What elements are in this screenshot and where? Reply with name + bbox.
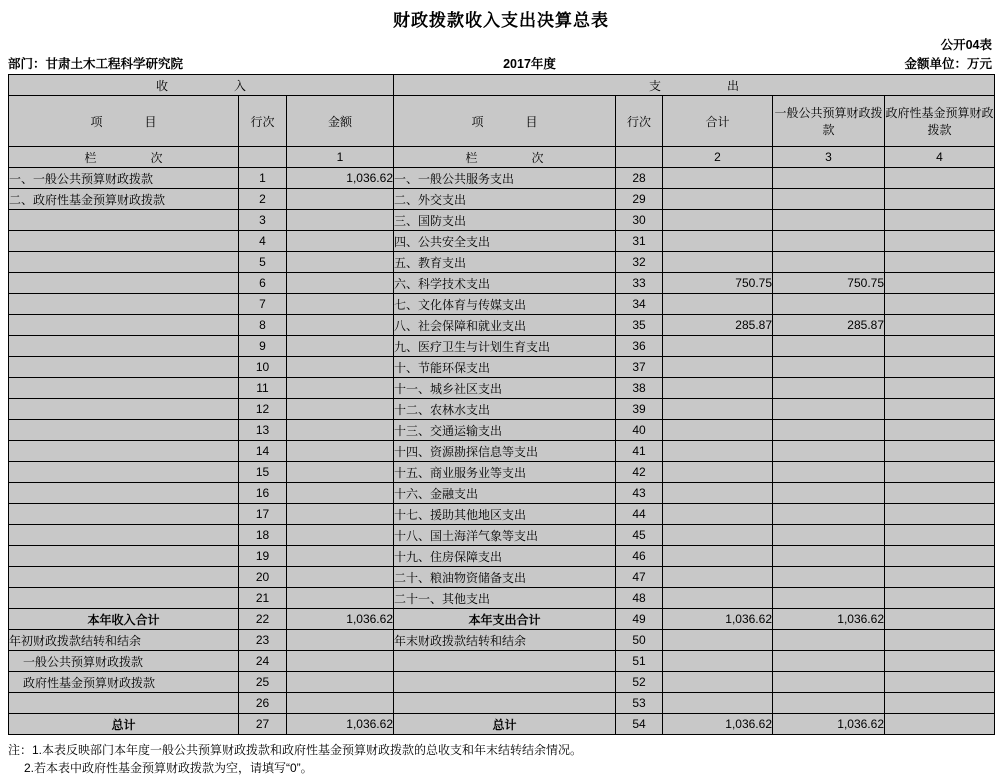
expense-public-budget-cell: 750.75 [773, 273, 885, 294]
expense-item-cell [394, 672, 616, 693]
header-expense-fund-budget: 政府性基金预算财政拨款 [885, 96, 995, 147]
expense-public-budget-cell [773, 693, 885, 714]
expense-total-cell [663, 546, 773, 567]
income-item-cell: 一、一般公共预算财政拨款 [9, 168, 239, 189]
expense-line-cell: 29 [616, 189, 663, 210]
expense-item-cell: 三、国防支出 [394, 210, 616, 231]
expense-item-cell: 十八、国土海洋气象等支出 [394, 525, 616, 546]
income-item-cell [9, 315, 239, 336]
income-amount-cell [287, 252, 394, 273]
table-row [9, 273, 995, 294]
income-item-cell [9, 378, 239, 399]
expense-item-cell: 二十、粮油物资储备支出 [394, 567, 616, 588]
expense-item-cell [394, 693, 616, 714]
expense-fund-budget-cell [885, 378, 995, 399]
table-body [9, 168, 995, 735]
income-amount-cell [287, 588, 394, 609]
expense-item-cell: 十七、援助其他地区支出 [394, 504, 616, 525]
expense-fund-budget-cell [885, 273, 995, 294]
meta-row [8, 54, 994, 72]
income-amount-cell [287, 630, 394, 651]
note-line-1: 注：1.本表反映部门本年度一般公共预算财政拨款和政府性基金预算财政拨款的总收支和年末结转结余情况。 [8, 743, 583, 757]
expense-item-cell: 九、医疗卫生与计划生育支出 [394, 336, 616, 357]
income-item-cell: 政府性基金预算财政拨款 [9, 672, 239, 693]
income-line-cell: 23 [239, 630, 287, 651]
table-row [9, 357, 995, 378]
income-line-cell: 3 [239, 210, 287, 231]
expense-item-cell [394, 651, 616, 672]
lanci-blank-line-right [616, 147, 663, 168]
income-line-cell: 20 [239, 567, 287, 588]
expense-fund-budget-cell [885, 441, 995, 462]
table-row [9, 546, 995, 567]
expense-line-cell: 30 [616, 210, 663, 231]
header-income-item: 项 目 [9, 96, 239, 147]
expense-item-cell: 十四、资源勘探信息等支出 [394, 441, 616, 462]
income-amount-cell [287, 210, 394, 231]
income-item-cell [9, 210, 239, 231]
expense-total-cell [663, 693, 773, 714]
lanci-right-label: 栏 次 [394, 147, 616, 168]
income-line-cell: 7 [239, 294, 287, 315]
expense-item-cell: 二、外交支出 [394, 189, 616, 210]
expense-line-cell: 50 [616, 630, 663, 651]
expense-item-cell: 五、教育支出 [394, 252, 616, 273]
expense-line-cell: 39 [616, 399, 663, 420]
expense-fund-budget-cell [885, 420, 995, 441]
year-label: 2017年度 [503, 57, 556, 71]
expense-fund-budget-cell [885, 294, 995, 315]
expense-fund-budget-cell [885, 504, 995, 525]
table-row [9, 168, 995, 189]
income-line-cell: 19 [239, 546, 287, 567]
table-row [9, 252, 995, 273]
expense-fund-budget-cell [885, 189, 995, 210]
expense-fund-budget-cell [885, 357, 995, 378]
income-amount-cell [287, 546, 394, 567]
expense-total-cell [663, 252, 773, 273]
expense-line-cell: 32 [616, 252, 663, 273]
income-amount-cell [287, 189, 394, 210]
lanci-col-3: 3 [773, 147, 885, 168]
expense-line-cell: 31 [616, 231, 663, 252]
expense-public-budget-cell [773, 651, 885, 672]
income-amount-cell: 1,036.62 [287, 609, 394, 630]
table-row [9, 420, 995, 441]
expense-total-cell [663, 672, 773, 693]
expense-total-cell [663, 525, 773, 546]
expense-public-budget-cell [773, 525, 885, 546]
expense-item-cell: 一、一般公共服务支出 [394, 168, 616, 189]
lanci-col-2: 2 [663, 147, 773, 168]
expense-line-cell: 54 [616, 714, 663, 735]
income-item-cell [9, 357, 239, 378]
expense-public-budget-cell [773, 231, 885, 252]
income-item-cell: 一般公共预算财政拨款 [9, 651, 239, 672]
expense-line-cell: 46 [616, 546, 663, 567]
expense-total-cell [663, 441, 773, 462]
table-row [9, 672, 995, 693]
table-row [9, 588, 995, 609]
income-item-cell: 总计 [9, 714, 239, 735]
expense-line-cell: 47 [616, 567, 663, 588]
table-row [9, 567, 995, 588]
expense-total-cell: 1,036.62 [663, 609, 773, 630]
expense-item-cell: 六、科学技术支出 [394, 273, 616, 294]
expense-item-cell: 八、社会保障和就业支出 [394, 315, 616, 336]
expense-public-budget-cell [773, 672, 885, 693]
income-item-cell [9, 420, 239, 441]
table-row [9, 693, 995, 714]
income-item-cell [9, 588, 239, 609]
lanci-col-1: 1 [287, 147, 394, 168]
expense-fund-budget-cell [885, 525, 995, 546]
header-expense-item: 项 目 [394, 96, 616, 147]
expense-line-cell: 45 [616, 525, 663, 546]
table-row [9, 231, 995, 252]
income-item-cell [9, 693, 239, 714]
income-amount-cell [287, 378, 394, 399]
income-amount-cell [287, 567, 394, 588]
income-line-cell: 9 [239, 336, 287, 357]
expense-line-cell: 48 [616, 588, 663, 609]
income-line-cell: 8 [239, 315, 287, 336]
income-amount-cell [287, 441, 394, 462]
expense-total-cell [663, 336, 773, 357]
income-line-cell: 12 [239, 399, 287, 420]
expense-fund-budget-cell [885, 714, 995, 735]
income-line-cell: 26 [239, 693, 287, 714]
expense-line-cell: 49 [616, 609, 663, 630]
expense-public-budget-cell [773, 399, 885, 420]
form-code: 公开04表 [940, 38, 992, 52]
income-item-cell [9, 399, 239, 420]
expense-total-cell [663, 567, 773, 588]
income-amount-cell: 1,036.62 [287, 714, 394, 735]
expense-total-cell [663, 651, 773, 672]
column-header-row [9, 96, 995, 147]
budget-table [8, 74, 995, 735]
income-item-cell [9, 294, 239, 315]
expense-fund-budget-cell [885, 588, 995, 609]
income-item-cell [9, 483, 239, 504]
income-item-cell [9, 525, 239, 546]
table-row [9, 294, 995, 315]
expense-line-cell: 51 [616, 651, 663, 672]
expense-public-budget-cell [773, 294, 885, 315]
expense-total-cell [663, 294, 773, 315]
expense-fund-budget-cell [885, 168, 995, 189]
expense-line-cell: 41 [616, 441, 663, 462]
expense-public-budget-cell: 1,036.62 [773, 714, 885, 735]
expense-group-header: 支 出 [394, 75, 995, 96]
expense-public-budget-cell [773, 462, 885, 483]
table-row [9, 630, 995, 651]
expense-line-cell: 37 [616, 357, 663, 378]
income-amount-cell [287, 462, 394, 483]
expense-public-budget-cell [773, 483, 885, 504]
income-line-cell: 5 [239, 252, 287, 273]
income-line-cell: 24 [239, 651, 287, 672]
expense-fund-budget-cell [885, 567, 995, 588]
expense-line-cell: 52 [616, 672, 663, 693]
income-line-cell: 18 [239, 525, 287, 546]
expense-public-budget-cell [773, 504, 885, 525]
table-row [9, 315, 995, 336]
expense-public-budget-cell [773, 630, 885, 651]
expense-item-cell: 十二、农林水支出 [394, 399, 616, 420]
income-line-cell: 16 [239, 483, 287, 504]
expense-fund-budget-cell [885, 693, 995, 714]
table-row [9, 609, 995, 630]
expense-item-cell: 十三、交通运输支出 [394, 420, 616, 441]
income-amount-cell [287, 231, 394, 252]
table-row [9, 336, 995, 357]
income-line-cell: 17 [239, 504, 287, 525]
income-item-cell [9, 504, 239, 525]
income-line-cell: 21 [239, 588, 287, 609]
expense-line-cell: 35 [616, 315, 663, 336]
income-line-cell: 11 [239, 378, 287, 399]
expense-item-cell: 年末财政拨款结转和结余 [394, 630, 616, 651]
expense-total-cell [663, 231, 773, 252]
expense-line-cell: 40 [616, 420, 663, 441]
expense-fund-budget-cell [885, 336, 995, 357]
lanci-col-4: 4 [885, 147, 995, 168]
expense-total-cell [663, 588, 773, 609]
expense-item-cell: 十一、城乡社区支出 [394, 378, 616, 399]
income-amount-cell [287, 483, 394, 504]
expense-item-cell: 本年支出合计 [394, 609, 616, 630]
expense-public-budget-cell [773, 189, 885, 210]
income-amount-cell [287, 315, 394, 336]
income-item-cell [9, 462, 239, 483]
income-line-cell: 25 [239, 672, 287, 693]
expense-total-cell: 750.75 [663, 273, 773, 294]
expense-fund-budget-cell [885, 672, 995, 693]
expense-public-budget-cell [773, 357, 885, 378]
income-line-cell: 6 [239, 273, 287, 294]
expense-line-cell: 42 [616, 462, 663, 483]
expense-line-cell: 44 [616, 504, 663, 525]
income-item-cell: 年初财政拨款结转和结余 [9, 630, 239, 651]
expense-public-budget-cell [773, 420, 885, 441]
income-amount-cell [287, 357, 394, 378]
income-line-cell: 4 [239, 231, 287, 252]
expense-line-cell: 28 [616, 168, 663, 189]
expense-fund-budget-cell [885, 399, 995, 420]
expense-item-cell: 二十一、其他支出 [394, 588, 616, 609]
income-amount-cell [287, 504, 394, 525]
expense-public-budget-cell [773, 441, 885, 462]
table-row [9, 483, 995, 504]
table-row [9, 399, 995, 420]
expense-public-budget-cell [773, 252, 885, 273]
expense-total-cell [663, 210, 773, 231]
expense-line-cell: 43 [616, 483, 663, 504]
expense-line-cell: 38 [616, 378, 663, 399]
expense-public-budget-cell: 285.87 [773, 315, 885, 336]
income-amount-cell [287, 525, 394, 546]
lanci-left-label: 栏 次 [9, 147, 239, 168]
income-item-cell: 二、政府性基金预算财政拨款 [9, 189, 239, 210]
expense-fund-budget-cell [885, 609, 995, 630]
income-line-cell: 27 [239, 714, 287, 735]
expense-fund-budget-cell [885, 630, 995, 651]
expense-total-cell [663, 420, 773, 441]
table-row [9, 210, 995, 231]
expense-line-cell: 53 [616, 693, 663, 714]
expense-public-budget-cell [773, 588, 885, 609]
expense-item-cell: 七、文化体育与传媒支出 [394, 294, 616, 315]
income-line-cell: 2 [239, 189, 287, 210]
income-item-cell [9, 567, 239, 588]
table-row [9, 651, 995, 672]
notes-block [8, 741, 994, 777]
expense-fund-budget-cell [885, 462, 995, 483]
income-line-cell: 1 [239, 168, 287, 189]
expense-total-cell: 285.87 [663, 315, 773, 336]
expense-total-cell [663, 378, 773, 399]
expense-line-cell: 36 [616, 336, 663, 357]
expense-total-cell [663, 483, 773, 504]
income-item-cell: 本年收入合计 [9, 609, 239, 630]
income-item-cell [9, 273, 239, 294]
income-item-cell [9, 441, 239, 462]
expense-item-cell: 总计 [394, 714, 616, 735]
income-line-cell: 14 [239, 441, 287, 462]
header-expense-line: 行次 [616, 96, 663, 147]
expense-total-cell [663, 168, 773, 189]
expense-fund-budget-cell [885, 651, 995, 672]
income-item-cell [9, 231, 239, 252]
header-income-amount: 金额 [287, 96, 394, 147]
income-amount-cell [287, 273, 394, 294]
expense-fund-budget-cell [885, 546, 995, 567]
income-item-cell [9, 336, 239, 357]
expense-fund-budget-cell [885, 315, 995, 336]
unit-label: 金额单位：万元 [904, 57, 992, 71]
income-amount-cell [287, 420, 394, 441]
expense-total-cell [663, 462, 773, 483]
expense-fund-budget-cell [885, 252, 995, 273]
income-amount-cell [287, 651, 394, 672]
expense-fund-budget-cell [885, 483, 995, 504]
lan-ci-row [9, 147, 995, 168]
income-amount-cell: 1,036.62 [287, 168, 394, 189]
expense-public-budget-cell [773, 210, 885, 231]
expense-total-cell [663, 189, 773, 210]
expense-public-budget-cell [773, 546, 885, 567]
expense-total-cell [663, 357, 773, 378]
expense-public-budget-cell [773, 336, 885, 357]
table-row [9, 378, 995, 399]
note-line-2: 2.若本表中政府性基金预算财政拨款为空，请填写“0”。 [24, 761, 313, 775]
income-amount-cell [287, 399, 394, 420]
expense-public-budget-cell [773, 378, 885, 399]
header-income-line: 行次 [239, 96, 287, 147]
expense-fund-budget-cell [885, 231, 995, 252]
table-row [9, 189, 995, 210]
expense-item-cell: 十九、住房保障支出 [394, 546, 616, 567]
expense-item-cell: 十五、商业服务业等支出 [394, 462, 616, 483]
table-row [9, 714, 995, 735]
expense-public-budget-cell [773, 567, 885, 588]
expense-total-cell [663, 630, 773, 651]
income-item-cell [9, 546, 239, 567]
income-group-header: 收 入 [9, 75, 394, 96]
header-expense-public-budget: 一般公共预算财政拨款 [773, 96, 885, 147]
expense-item-cell: 四、公共安全支出 [394, 231, 616, 252]
income-amount-cell [287, 693, 394, 714]
expense-total-cell [663, 399, 773, 420]
income-line-cell: 22 [239, 609, 287, 630]
expense-total-cell [663, 504, 773, 525]
table-row [9, 525, 995, 546]
income-line-cell: 13 [239, 420, 287, 441]
expense-line-cell: 33 [616, 273, 663, 294]
expense-public-budget-cell [773, 168, 885, 189]
lanci-blank-line-left [239, 147, 287, 168]
table-row [9, 504, 995, 525]
expense-total-cell: 1,036.62 [663, 714, 773, 735]
income-item-cell [9, 252, 239, 273]
expense-public-budget-cell: 1,036.62 [773, 609, 885, 630]
income-amount-cell [287, 672, 394, 693]
department-label: 部门：甘肃土木工程科学研究院 [8, 57, 184, 71]
income-amount-cell [287, 294, 394, 315]
expense-fund-budget-cell [885, 210, 995, 231]
income-line-cell: 10 [239, 357, 287, 378]
group-header-row [9, 75, 995, 96]
income-line-cell: 15 [239, 462, 287, 483]
table-row [9, 462, 995, 483]
expense-item-cell: 十六、金融支出 [394, 483, 616, 504]
header-expense-total: 合计 [663, 96, 773, 147]
expense-line-cell: 34 [616, 294, 663, 315]
table-row [9, 441, 995, 462]
page-title: 财政拨款收入支出决算总表 [393, 11, 609, 30]
expense-item-cell: 十、节能环保支出 [394, 357, 616, 378]
income-amount-cell [287, 336, 394, 357]
